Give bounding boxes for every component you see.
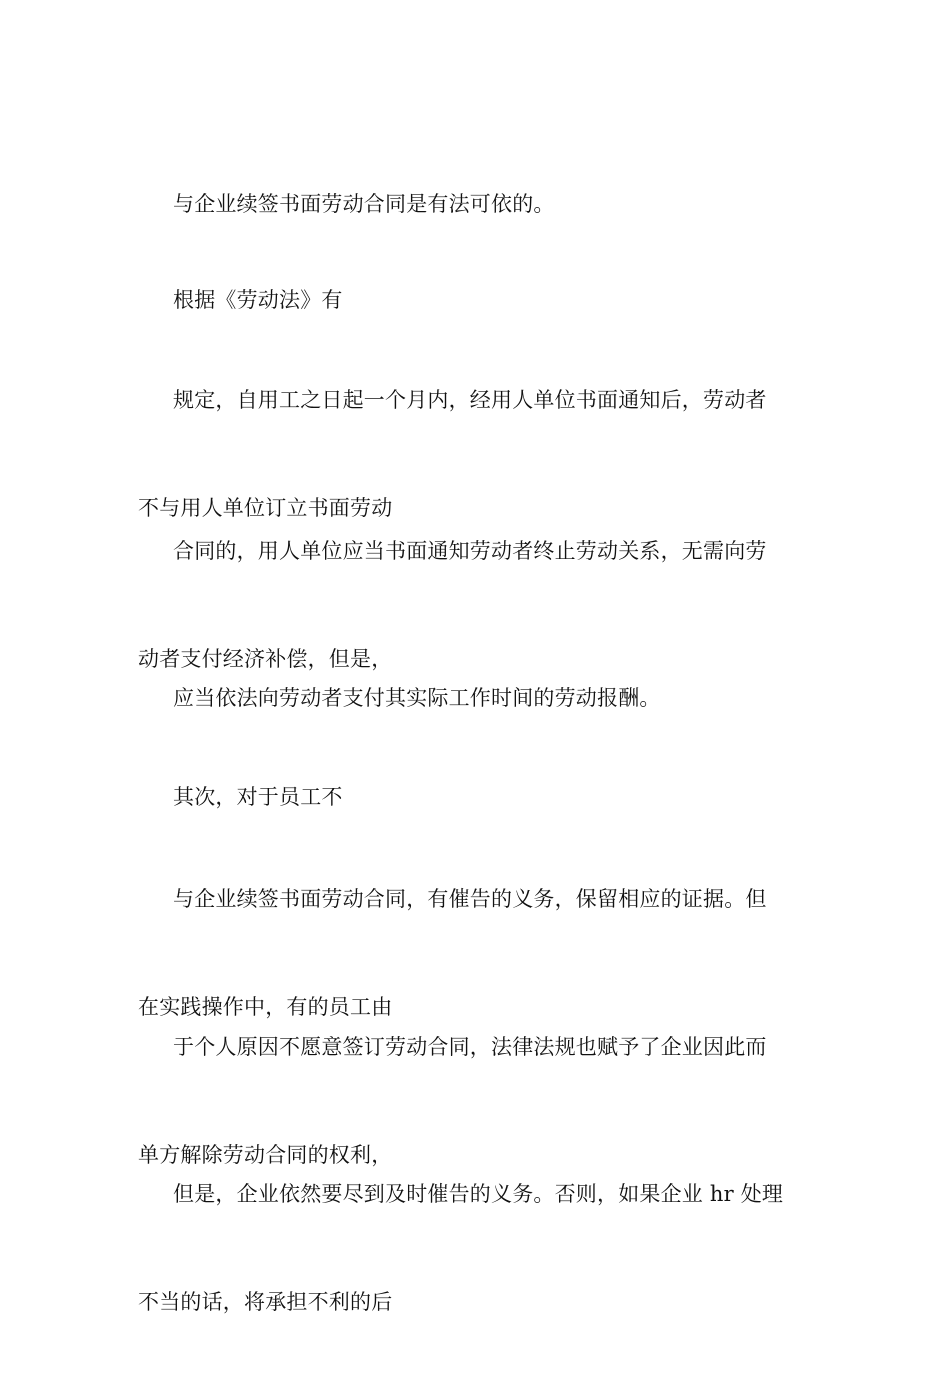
paragraph-9 [138, 1104, 828, 1392]
paragraph-line: 但是，企业依然要尽到及时催告的义务。否则，如果企业 hr 处理 [173, 1182, 784, 1206]
paragraph-line: 在实践操作中，有的员工由 [138, 995, 393, 1019]
paragraph-line: 动者支付经济补偿，但是， [138, 647, 393, 671]
paragraph-line: 不当的话，将承担不利的后 [138, 1290, 393, 1314]
paragraph-line: 与企业续签书面劳动合同是有法可依的。 [173, 192, 555, 216]
paragraph-line: 不与用人单位订立书面劳动 [138, 496, 393, 520]
paragraph-line: 应当依法向劳动者支付其实际工作时间的劳动报酬。 [173, 686, 661, 710]
paragraph-line: 规定，自用工之日起一个月内，经用人单位书面通知后，劳动者 [173, 388, 767, 412]
paragraph-line: 于个人原因不愿意签订劳动合同，法律法规也赋予了企业因此而 [173, 1035, 767, 1059]
paragraph-line: 与企业续签书面劳动合同，有催告的义务，保留相应的证据。但 [173, 887, 767, 911]
paragraph-line: 根据《劳动法》有 [173, 288, 343, 312]
paragraph-line: 单方解除劳动合同的权利， [138, 1143, 393, 1167]
paragraph-line: 合同的，用人单位应当书面通知劳动者终止劳动关系，无需向劳 [173, 539, 767, 563]
paragraph-line: 其次，对于员工不 [173, 785, 343, 809]
